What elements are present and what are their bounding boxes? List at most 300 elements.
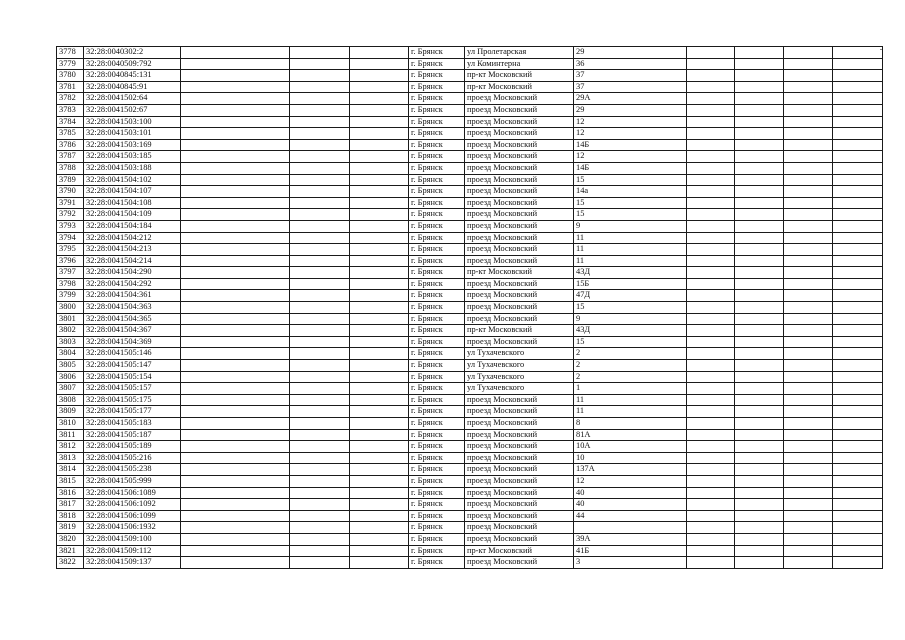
house-number-cell: 40: [574, 499, 687, 511]
table-row: [57, 441, 883, 453]
street-cell: проезд Московский: [465, 209, 574, 221]
empty-cell: [181, 116, 290, 128]
empty-cell: [181, 475, 290, 487]
empty-cell: [833, 510, 883, 522]
row-number-cell: 3794: [57, 232, 84, 244]
table-row: [57, 209, 883, 221]
row-number-cell: 3815: [57, 475, 84, 487]
row-number-cell: 3819: [57, 522, 84, 534]
house-number-cell: 81А: [574, 429, 687, 441]
empty-cell: [290, 313, 350, 325]
empty-cell: [350, 220, 409, 232]
empty-cell: [833, 267, 883, 279]
cadastral-number-cell: 32:28:0041509:100: [84, 533, 181, 545]
cadastral-number-cell: 32:28:0041506:1089: [84, 487, 181, 499]
empty-cell: [181, 441, 290, 453]
empty-cell: [181, 104, 290, 116]
table-row: [57, 302, 883, 314]
empty-cell: [350, 151, 409, 163]
empty-cell: [687, 116, 735, 128]
empty-cell: [350, 186, 409, 198]
street-cell: проезд Московский: [465, 313, 574, 325]
empty-cell: [833, 313, 883, 325]
cadastral-number-cell: 32:28:0041505:216: [84, 452, 181, 464]
cadastral-number-cell: 32:28:0041504:102: [84, 174, 181, 186]
row-number-cell: 3811: [57, 429, 84, 441]
city-cell: г. Брянск: [409, 406, 465, 418]
row-number-cell: 3801: [57, 313, 84, 325]
empty-cell: [735, 220, 784, 232]
empty-cell: [290, 186, 350, 198]
empty-cell: [350, 418, 409, 430]
city-cell: г. Брянск: [409, 533, 465, 545]
empty-cell: [181, 406, 290, 418]
empty-cell: [833, 325, 883, 337]
empty-cell: [290, 128, 350, 140]
empty-cell: [290, 487, 350, 499]
table-row: [57, 464, 883, 476]
empty-cell: [350, 290, 409, 302]
empty-cell: [784, 255, 833, 267]
empty-cell: [833, 104, 883, 116]
row-number-cell: 3790: [57, 186, 84, 198]
empty-cell: [181, 336, 290, 348]
row-number-cell: 3798: [57, 278, 84, 290]
city-cell: г. Брянск: [409, 522, 465, 534]
empty-cell: [833, 383, 883, 395]
house-number-cell: 36: [574, 58, 687, 70]
scan-speck: [880, 49, 882, 50]
row-number-cell: 3818: [57, 510, 84, 522]
street-cell: проезд Московский: [465, 232, 574, 244]
empty-cell: [687, 510, 735, 522]
empty-cell: [833, 522, 883, 534]
street-cell: проезд Московский: [465, 452, 574, 464]
empty-cell: [784, 302, 833, 314]
city-cell: г. Брянск: [409, 174, 465, 186]
empty-cell: [833, 533, 883, 545]
empty-cell: [687, 162, 735, 174]
house-number-cell: 41Б: [574, 545, 687, 557]
city-cell: г. Брянск: [409, 418, 465, 430]
row-number-cell: 3804: [57, 348, 84, 360]
house-number-cell: 37: [574, 81, 687, 93]
empty-cell: [181, 394, 290, 406]
empty-cell: [350, 255, 409, 267]
cadastral-number-cell: 32:28:0041505:147: [84, 360, 181, 372]
table-row: [57, 104, 883, 116]
table-row: [57, 545, 883, 557]
house-number-cell: 11: [574, 394, 687, 406]
street-cell: проезд Московский: [465, 139, 574, 151]
street-cell: проезд Московский: [465, 441, 574, 453]
table-row: [57, 406, 883, 418]
city-cell: г. Брянск: [409, 267, 465, 279]
table-row: [57, 93, 883, 105]
cadastral-number-cell: 32:28:0041502:64: [84, 93, 181, 105]
empty-cell: [833, 499, 883, 511]
house-number-cell: 14а: [574, 186, 687, 198]
empty-cell: [735, 452, 784, 464]
row-number-cell: 3780: [57, 70, 84, 82]
city-cell: г. Брянск: [409, 128, 465, 140]
empty-cell: [833, 452, 883, 464]
city-cell: г. Брянск: [409, 487, 465, 499]
empty-cell: [687, 464, 735, 476]
cadastral-number-cell: 32:28:0041504:363: [84, 302, 181, 314]
empty-cell: [833, 58, 883, 70]
row-number-cell: 3784: [57, 116, 84, 128]
row-number-cell: 3817: [57, 499, 84, 511]
row-number-cell: 3792: [57, 209, 84, 221]
empty-cell: [735, 290, 784, 302]
empty-cell: [350, 348, 409, 360]
empty-cell: [350, 429, 409, 441]
table-row: [57, 336, 883, 348]
empty-cell: [784, 290, 833, 302]
street-cell: проезд Московский: [465, 197, 574, 209]
empty-cell: [735, 499, 784, 511]
cadastral-number-cell: 32:28:0041504:365: [84, 313, 181, 325]
street-cell: проезд Московский: [465, 151, 574, 163]
empty-cell: [833, 197, 883, 209]
empty-cell: [833, 209, 883, 221]
empty-cell: [687, 371, 735, 383]
street-cell: проезд Московский: [465, 116, 574, 128]
empty-cell: [735, 533, 784, 545]
empty-cell: [687, 557, 735, 569]
table-row: [57, 255, 883, 267]
city-cell: г. Брянск: [409, 557, 465, 569]
row-number-cell: 3813: [57, 452, 84, 464]
empty-cell: [735, 128, 784, 140]
row-number-cell: 3779: [57, 58, 84, 70]
empty-cell: [784, 151, 833, 163]
street-cell: ул Тухачевского: [465, 371, 574, 383]
empty-cell: [784, 278, 833, 290]
empty-cell: [350, 336, 409, 348]
street-cell: проезд Московский: [465, 429, 574, 441]
empty-cell: [181, 348, 290, 360]
empty-cell: [833, 464, 883, 476]
cadastral-number-cell: 32:28:0041509:137: [84, 557, 181, 569]
street-cell: проезд Московский: [465, 487, 574, 499]
street-cell: проезд Московский: [465, 406, 574, 418]
cadastral-number-cell: 32:28:0041505:183: [84, 418, 181, 430]
empty-cell: [735, 464, 784, 476]
city-cell: г. Брянск: [409, 151, 465, 163]
house-number-cell: 15: [574, 197, 687, 209]
empty-cell: [833, 151, 883, 163]
street-cell: проезд Московский: [465, 220, 574, 232]
empty-cell: [181, 278, 290, 290]
table-row: [57, 162, 883, 174]
empty-cell: [784, 128, 833, 140]
empty-cell: [784, 487, 833, 499]
empty-cell: [687, 278, 735, 290]
empty-cell: [735, 104, 784, 116]
empty-cell: [784, 348, 833, 360]
empty-cell: [350, 371, 409, 383]
empty-cell: [687, 533, 735, 545]
table-row: [57, 394, 883, 406]
empty-cell: [350, 139, 409, 151]
empty-cell: [833, 278, 883, 290]
house-number-cell: 2: [574, 360, 687, 372]
empty-cell: [833, 371, 883, 383]
empty-cell: [735, 47, 784, 59]
empty-cell: [290, 244, 350, 256]
table-row: [57, 487, 883, 499]
row-number-cell: 3820: [57, 533, 84, 545]
empty-cell: [735, 58, 784, 70]
table-row: [57, 360, 883, 372]
empty-cell: [290, 499, 350, 511]
cadastral-number-cell: 32:28:0041504:369: [84, 336, 181, 348]
empty-cell: [784, 325, 833, 337]
empty-cell: [687, 47, 735, 59]
cadastral-number-cell: 32:28:0041503:101: [84, 128, 181, 140]
empty-cell: [784, 557, 833, 569]
empty-cell: [290, 522, 350, 534]
row-number-cell: 3782: [57, 93, 84, 105]
empty-cell: [735, 81, 784, 93]
empty-cell: [290, 452, 350, 464]
cadastral-number-cell: 32:28:0041506:1932: [84, 522, 181, 534]
empty-cell: [290, 116, 350, 128]
table-row: [57, 267, 883, 279]
row-number-cell: 3821: [57, 545, 84, 557]
empty-cell: [735, 267, 784, 279]
table-row: [57, 116, 883, 128]
street-cell: ул Пролетарская: [465, 47, 574, 59]
empty-cell: [350, 522, 409, 534]
row-number-cell: 3803: [57, 336, 84, 348]
empty-cell: [350, 394, 409, 406]
empty-cell: [181, 557, 290, 569]
empty-cell: [687, 197, 735, 209]
empty-cell: [687, 139, 735, 151]
city-cell: г. Брянск: [409, 452, 465, 464]
empty-cell: [784, 232, 833, 244]
cadastral-number-cell: 32:28:0041504:212: [84, 232, 181, 244]
empty-cell: [350, 47, 409, 59]
street-cell: проезд Московский: [465, 533, 574, 545]
cadastral-number-cell: 32:28:0041505:157: [84, 383, 181, 395]
city-cell: г. Брянск: [409, 81, 465, 93]
row-number-cell: 3783: [57, 104, 84, 116]
empty-cell: [687, 58, 735, 70]
street-cell: проезд Московский: [465, 278, 574, 290]
empty-cell: [833, 244, 883, 256]
empty-cell: [181, 81, 290, 93]
empty-cell: [350, 209, 409, 221]
empty-cell: [181, 452, 290, 464]
empty-cell: [350, 232, 409, 244]
street-cell: проезд Московский: [465, 510, 574, 522]
empty-cell: [735, 406, 784, 418]
empty-cell: [181, 232, 290, 244]
house-number-cell: 8: [574, 418, 687, 430]
street-cell: проезд Московский: [465, 475, 574, 487]
empty-cell: [181, 162, 290, 174]
row-number-cell: 3812: [57, 441, 84, 453]
street-cell: проезд Московский: [465, 499, 574, 511]
empty-cell: [290, 58, 350, 70]
empty-cell: [181, 267, 290, 279]
house-number-cell: 44: [574, 510, 687, 522]
empty-cell: [290, 383, 350, 395]
street-cell: проезд Московский: [465, 557, 574, 569]
house-number-cell: 43Д: [574, 267, 687, 279]
empty-cell: [350, 81, 409, 93]
empty-cell: [350, 104, 409, 116]
empty-cell: [290, 139, 350, 151]
empty-cell: [784, 406, 833, 418]
empty-cell: [290, 441, 350, 453]
empty-cell: [833, 47, 883, 59]
empty-cell: [735, 151, 784, 163]
cadastral-number-cell: 32:28:0041504:361: [84, 290, 181, 302]
city-cell: г. Брянск: [409, 429, 465, 441]
cadastral-number-cell: 32:28:0041505:154: [84, 371, 181, 383]
empty-cell: [350, 174, 409, 186]
empty-cell: [784, 383, 833, 395]
house-number-cell: 12: [574, 151, 687, 163]
city-cell: г. Брянск: [409, 464, 465, 476]
empty-cell: [735, 557, 784, 569]
table-row: [57, 499, 883, 511]
empty-cell: [833, 232, 883, 244]
table-body: [57, 47, 883, 569]
cadastral-number-cell: 32:28:0040302:2: [84, 47, 181, 59]
empty-cell: [735, 93, 784, 105]
row-number-cell: 3808: [57, 394, 84, 406]
empty-cell: [784, 162, 833, 174]
row-number-cell: 3800: [57, 302, 84, 314]
street-cell: пр-кт Московский: [465, 81, 574, 93]
house-number-cell: 2: [574, 371, 687, 383]
empty-cell: [181, 197, 290, 209]
empty-cell: [290, 545, 350, 557]
row-number-cell: 3802: [57, 325, 84, 337]
empty-cell: [181, 128, 290, 140]
house-number-cell: 2: [574, 348, 687, 360]
empty-cell: [735, 116, 784, 128]
cadastral-records-table: [56, 46, 883, 569]
empty-cell: [181, 139, 290, 151]
house-number-cell: 11: [574, 255, 687, 267]
empty-cell: [350, 278, 409, 290]
empty-cell: [181, 499, 290, 511]
house-number-cell: 29: [574, 104, 687, 116]
empty-cell: [735, 394, 784, 406]
empty-cell: [735, 371, 784, 383]
empty-cell: [181, 220, 290, 232]
cadastral-number-cell: 32:28:0040845:131: [84, 70, 181, 82]
empty-cell: [687, 93, 735, 105]
empty-cell: [350, 464, 409, 476]
street-cell: проезд Московский: [465, 162, 574, 174]
table-row: [57, 418, 883, 430]
house-number-cell: 15: [574, 174, 687, 186]
empty-cell: [784, 313, 833, 325]
street-cell: пр-кт Московский: [465, 545, 574, 557]
cadastral-number-cell: 32:28:0041503:169: [84, 139, 181, 151]
house-number-cell: 40: [574, 487, 687, 499]
empty-cell: [290, 325, 350, 337]
empty-cell: [833, 336, 883, 348]
cadastral-number-cell: 32:28:0041509:112: [84, 545, 181, 557]
empty-cell: [181, 290, 290, 302]
empty-cell: [181, 255, 290, 267]
row-number-cell: 3809: [57, 406, 84, 418]
table-row: [57, 290, 883, 302]
empty-cell: [687, 209, 735, 221]
empty-cell: [290, 70, 350, 82]
table-row: [57, 128, 883, 140]
empty-cell: [181, 464, 290, 476]
empty-cell: [833, 557, 883, 569]
empty-cell: [181, 302, 290, 314]
table-row: [57, 278, 883, 290]
row-number-cell: 3789: [57, 174, 84, 186]
row-number-cell: 3816: [57, 487, 84, 499]
empty-cell: [784, 209, 833, 221]
empty-cell: [350, 70, 409, 82]
empty-cell: [350, 499, 409, 511]
empty-cell: [350, 406, 409, 418]
street-cell: проезд Московский: [465, 418, 574, 430]
empty-cell: [784, 522, 833, 534]
street-cell: проезд Московский: [465, 255, 574, 267]
empty-cell: [687, 220, 735, 232]
empty-cell: [290, 81, 350, 93]
street-cell: проезд Московский: [465, 244, 574, 256]
house-number-cell: 15: [574, 209, 687, 221]
empty-cell: [687, 232, 735, 244]
empty-cell: [181, 418, 290, 430]
empty-cell: [784, 464, 833, 476]
empty-cell: [290, 394, 350, 406]
city-cell: г. Брянск: [409, 58, 465, 70]
cadastral-number-cell: 32:28:0041505:177: [84, 406, 181, 418]
city-cell: г. Брянск: [409, 232, 465, 244]
empty-cell: [350, 313, 409, 325]
empty-cell: [687, 336, 735, 348]
empty-cell: [181, 383, 290, 395]
empty-cell: [350, 128, 409, 140]
empty-cell: [181, 510, 290, 522]
empty-cell: [833, 81, 883, 93]
street-cell: ул Тухачевского: [465, 360, 574, 372]
street-cell: пр-кт Московский: [465, 325, 574, 337]
empty-cell: [833, 70, 883, 82]
row-number-cell: 3787: [57, 151, 84, 163]
empty-cell: [687, 313, 735, 325]
empty-cell: [735, 348, 784, 360]
table-row: [57, 70, 883, 82]
empty-cell: [833, 186, 883, 198]
table-row: [57, 475, 883, 487]
cadastral-number-cell: 32:28:0041504:213: [84, 244, 181, 256]
empty-cell: [687, 81, 735, 93]
empty-cell: [687, 325, 735, 337]
house-number-cell: 12: [574, 475, 687, 487]
empty-cell: [784, 47, 833, 59]
city-cell: г. Брянск: [409, 255, 465, 267]
table-row: [57, 232, 883, 244]
